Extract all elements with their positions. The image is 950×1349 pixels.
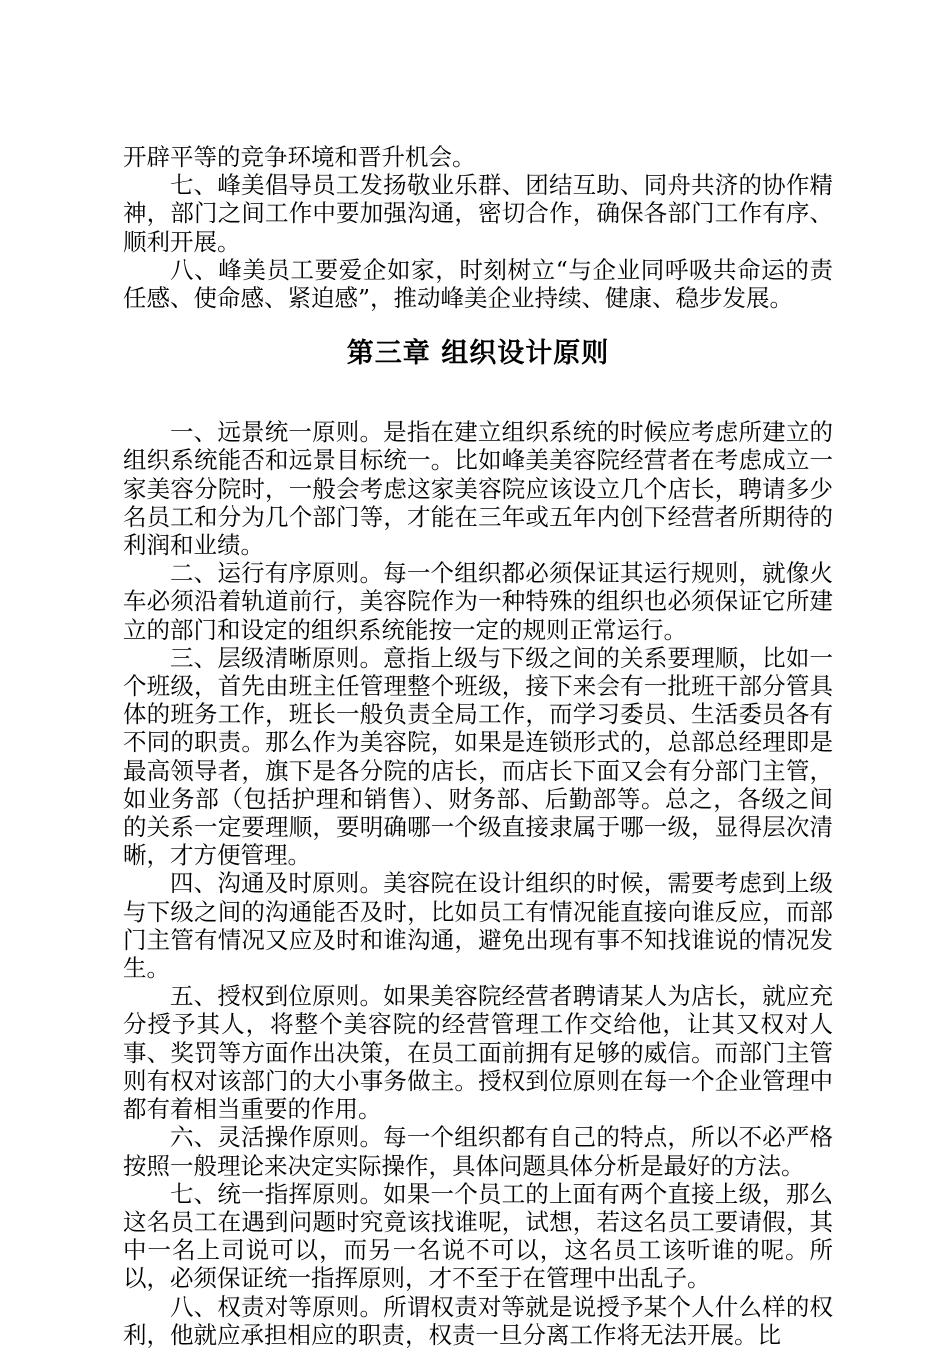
design-principle-5: 五、授权到位原则。如果美容院经营者聘请某人为店长，就应充分授予其人，将整个美容院的经营管理工作交给他，让其又权对人事、奖罚等方面作出决策，在员工面前拥有足够的威信。而部门主管则有权对该部门的大小事务做主。授权到位原则在每一个企业管理中都有着相当重要的作用。 [123,982,833,1124]
design-principle-2: 二、运行有序原则。每一个组织都必须保证其运行规则，就像火车必须沿着轨道前行，美容院作为一种特殊的组织也必须保证它所建立的部门和设定的组织系统能按一定的规则正常运行。 [123,559,833,644]
design-principle-4: 四、沟通及时原则。美容院在设计组织的时候，需要考虑到上级与下级之间的沟通能否及时，比如员工有情况能直接向谁反应，而部门主管有情况又应及时和谁沟通，避免出现有事不知找谁说的情况发生。 [123,869,833,983]
principle-item-7: 七、峰美倡导员工发扬敬业乐群、团结互助、同舟共济的协作精神，部门之间工作中要加强沟通，密切合作，确保各部门工作有序、顺利开展。 [123,171,833,256]
design-principle-1: 一、远景统一原则。是指在建立组织系统的时候应考虑所建立的组织系统能否和远景目标统一。比如峰美美容院经营者在考虑成立一家美容分院时，一般会考虑这家美容院应该设立几个店长，聘请多少名员工和分为几个部门等，才能在三年或五年内创下经营者所期待的利润和业绩。 [123,418,833,560]
continuation-paragraph: 开辟平等的竞争环境和晋升机会。 [123,143,476,171]
design-principle-3: 三、层级清晰原则。意指上级与下级之间的关系要理顺，比如一个班级，首先由班主任管理整个班级，接下来会有一批班干部分管具体的班务工作，班长一般负责全局工作，而学习委员、生活委员各有不同的职责。那么作为美容院，如果是连锁形式的，总部总经理即是最高领导者，旗下是各分院的店长，而店长下面又会有分部门主管，如业务部（包括护理和销售）、财务部、后勤部等。总之，各级之间的关系一定要理顺，要明确哪一个级直接隶属于哪一级，显得层次清晰，才方便管理。 [123,643,833,870]
chapter-title: 第三章 组织设计原则 [346,338,610,370]
design-principle-7: 七、统一指挥原则。如果一个员工的上面有两个直接上级，那么这名员工在遇到问题时究竟该找谁呢，试想，若这名员工要请假，其中一名上司说可以，而另一名说不可以，这名员工该听谁的呢。所以，必须保证统一指挥原则，才不至于在管理中出乱子。 [123,1179,833,1293]
document-page [123,143,833,1349]
design-principle-8: 八、权责对等原则。所谓权责对等就是说授予某个人什么样的权利，他就应承担相应的职责，权责一旦分离工作将无法开展。比 [123,1292,833,1349]
principle-item-8: 八、峰美员工要爱企如家，时刻树立“与企业同呼吸共命运的责任感、使命感、紧迫感”，推动峰美企业持续、健康、稳步发展。 [123,255,833,313]
design-principle-6: 六、灵活操作原则。每一个组织都有自己的特点，所以不必严格按照一般理论来决定实际操作，具体问题具体分析是最好的方法。 [123,1123,833,1180]
